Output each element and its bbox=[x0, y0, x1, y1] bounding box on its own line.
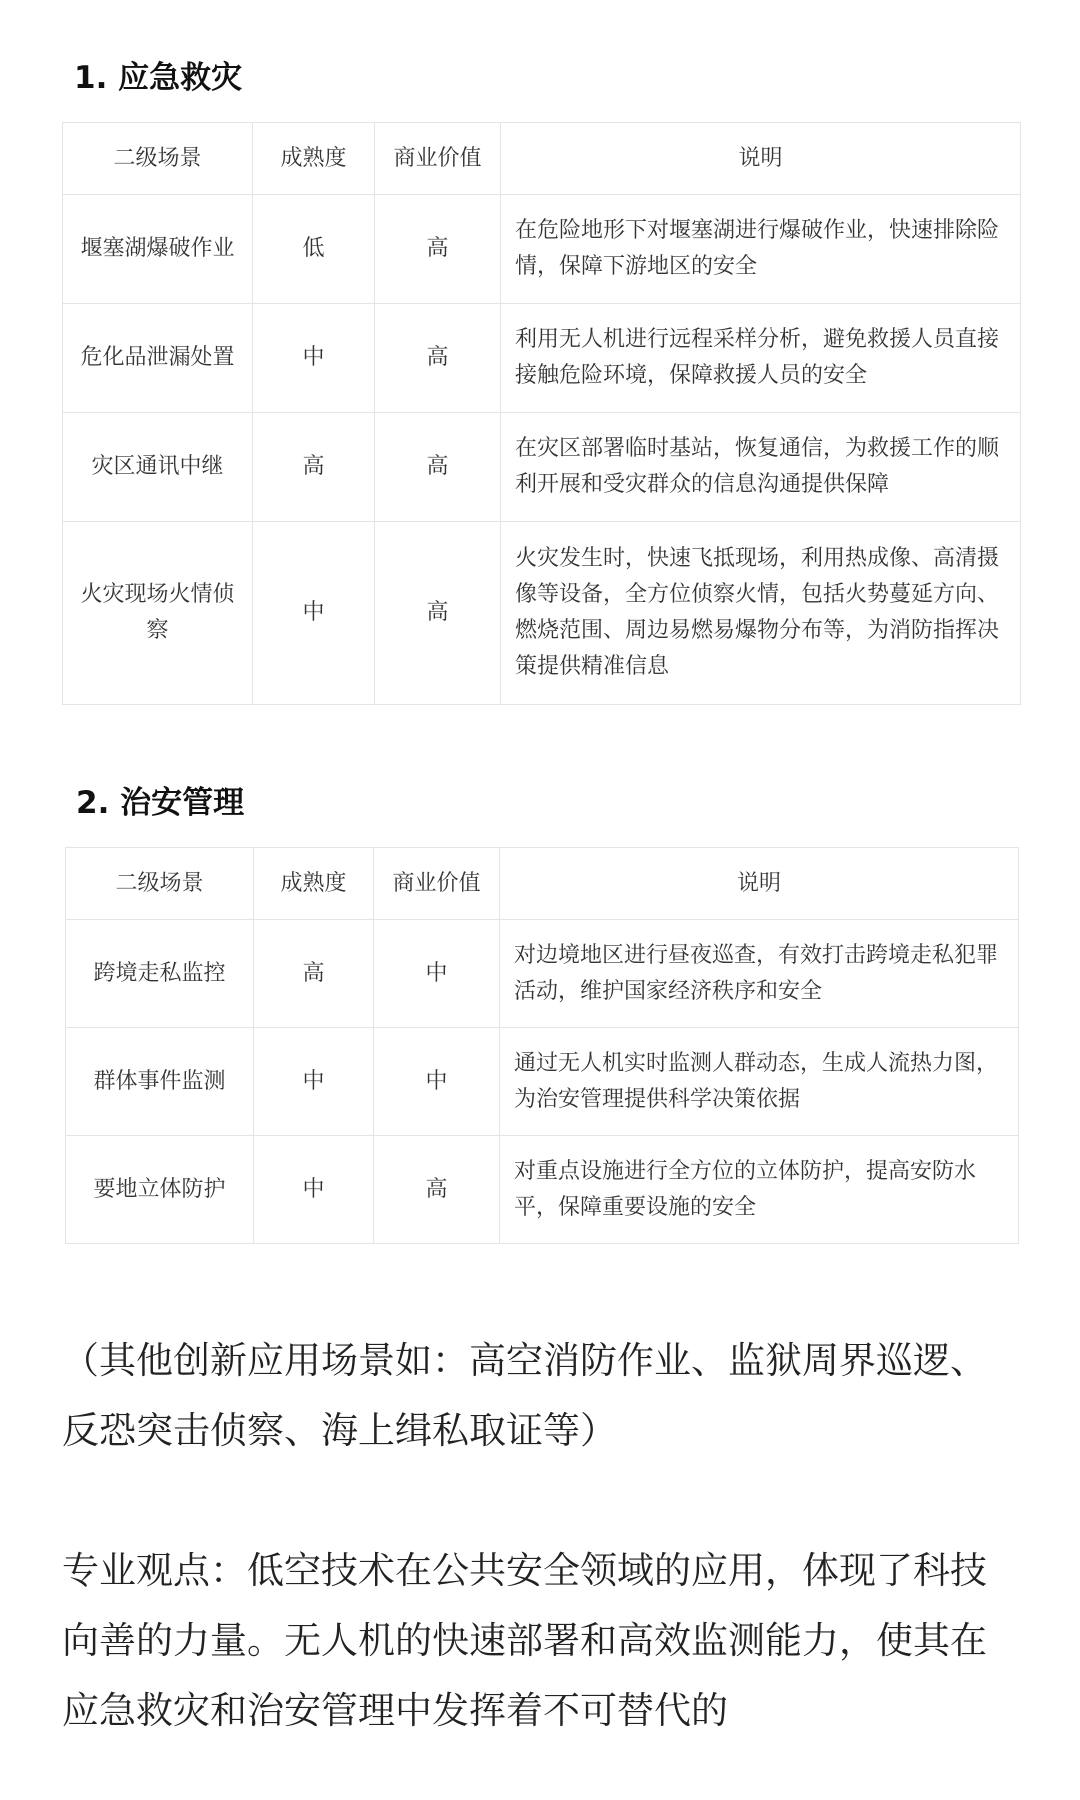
emergency-rescue-table bbox=[62, 122, 1021, 705]
section-title-public-security: 2. 治安管理 bbox=[76, 785, 245, 821]
header-maturity: 成熟度 bbox=[254, 848, 374, 920]
header-scene: 二级场景 bbox=[66, 848, 254, 920]
cell-value: 高 bbox=[375, 522, 501, 705]
cell-scene: 堰塞湖爆破作业 bbox=[63, 195, 253, 304]
cell-desc: 火灾发生时，快速飞抵现场，利用热成像、高清摄像等设备，全方位侦察火情，包括火势蔓延方向、燃烧范围、周边易燃易爆物分布等，为消防指挥决策提供精准信息 bbox=[501, 522, 1021, 705]
cell-value: 高 bbox=[375, 413, 501, 522]
cell-value: 中 bbox=[374, 1028, 500, 1136]
table-row bbox=[66, 920, 1019, 1028]
table-header-row bbox=[66, 848, 1019, 920]
header-desc: 说明 bbox=[501, 123, 1021, 195]
table-row bbox=[66, 1136, 1019, 1244]
header-value: 商业价值 bbox=[375, 123, 501, 195]
cell-scene: 群体事件监测 bbox=[66, 1028, 254, 1136]
cell-maturity: 低 bbox=[253, 195, 375, 304]
cell-maturity: 中 bbox=[254, 1028, 374, 1136]
cell-maturity: 高 bbox=[253, 413, 375, 522]
cell-desc: 利用无人机进行远程采样分析，避免救援人员直接接触危险环境，保障救援人员的安全 bbox=[501, 304, 1021, 413]
cell-desc: 在灾区部署临时基站，恢复通信，为救援工作的顺利开展和受灾群众的信息沟通提供保障 bbox=[501, 413, 1021, 522]
cell-desc: 在危险地形下对堰塞湖进行爆破作业，快速排除险情，保障下游地区的安全 bbox=[501, 195, 1021, 304]
cell-value: 中 bbox=[374, 920, 500, 1028]
header-desc: 说明 bbox=[500, 848, 1019, 920]
cell-value: 高 bbox=[374, 1136, 500, 1244]
table-row bbox=[63, 195, 1021, 304]
cell-maturity: 高 bbox=[254, 920, 374, 1028]
cell-desc: 对重点设施进行全方位的立体防护，提高安防水平，保障重要设施的安全 bbox=[500, 1136, 1019, 1244]
public-security-table bbox=[65, 847, 1019, 1244]
cell-desc: 对边境地区进行昼夜巡查，有效打击跨境走私犯罪活动，维护国家经济秩序和安全 bbox=[500, 920, 1019, 1028]
cell-maturity: 中 bbox=[254, 1136, 374, 1244]
professional-viewpoint-text: 专业观点：低空技术在公共安全领域的应用，体现了科技向善的力量。无人机的快速部署和高效监测能力，使其在应急救灾和治安管理中发挥着不可替代的 bbox=[62, 1549, 987, 1732]
table-row bbox=[63, 304, 1021, 413]
cell-scene: 危化品泄漏处置 bbox=[63, 304, 253, 413]
cell-scene: 跨境走私监控 bbox=[66, 920, 254, 1028]
cell-scene: 灾区通讯中继 bbox=[63, 413, 253, 522]
cell-desc: 通过无人机实时监测人群动态，生成人流热力图，为治安管理提供科学决策依据 bbox=[500, 1028, 1019, 1136]
cell-maturity: 中 bbox=[253, 522, 375, 705]
table-row bbox=[63, 522, 1021, 705]
header-scene: 二级场景 bbox=[63, 123, 253, 195]
header-maturity: 成熟度 bbox=[253, 123, 375, 195]
table-row bbox=[66, 1028, 1019, 1136]
cell-value: 高 bbox=[375, 304, 501, 413]
other-scenarios-text: （其他创新应用场景如：高空消防作业、监狱周界巡逻、反恐突击侦察、海上缉私取证等） bbox=[62, 1339, 987, 1452]
table-row bbox=[63, 413, 1021, 522]
table-header-row bbox=[63, 123, 1021, 195]
cell-value: 高 bbox=[375, 195, 501, 304]
cell-scene: 要地立体防护 bbox=[66, 1136, 254, 1244]
cell-maturity: 中 bbox=[253, 304, 375, 413]
cell-scene: 火灾现场火情侦察 bbox=[63, 522, 253, 705]
header-value: 商业价值 bbox=[374, 848, 500, 920]
section-title-emergency: 1. 应急救灾 bbox=[74, 60, 243, 96]
